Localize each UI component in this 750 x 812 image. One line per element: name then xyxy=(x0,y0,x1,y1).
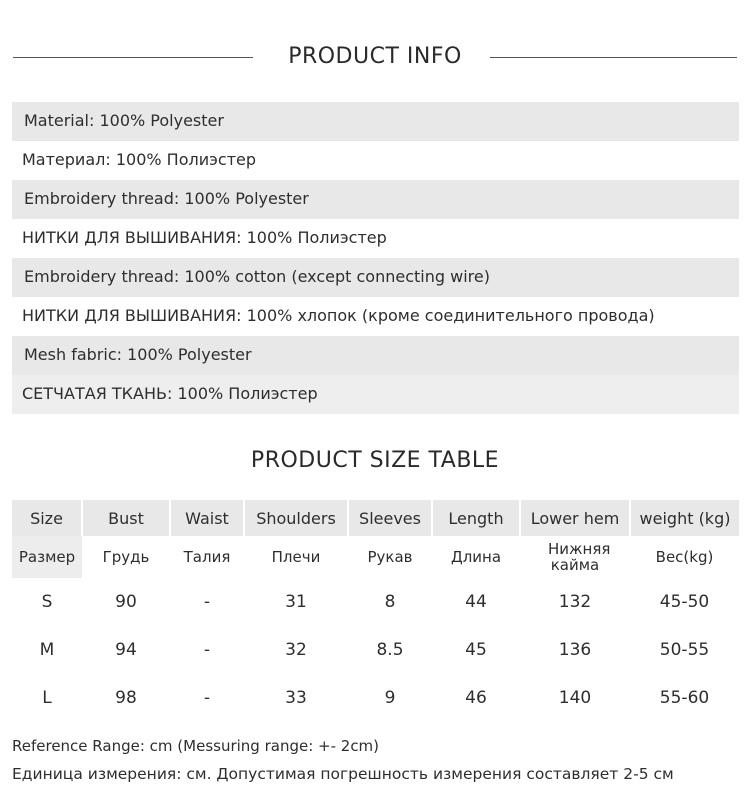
header-bust-ru: Грудь xyxy=(82,536,170,578)
table-row xyxy=(12,626,739,674)
header-shoulders: Shoulders xyxy=(244,500,348,536)
table-cell: 132 xyxy=(558,592,592,612)
info-row-mesh-fabric-ru: СЕТЧАТАЯ ТКАНЬ: 100% Полиэстер xyxy=(12,375,739,414)
table-cell: 94 xyxy=(115,640,137,660)
product-info-title: PRODUCT INFO xyxy=(288,44,462,69)
table-cell: 90 xyxy=(115,592,137,612)
size-table-header-ru xyxy=(12,536,739,578)
header-lower-hem: Lower hem xyxy=(520,500,630,536)
info-row-embroidery-thread-en: Embroidery thread: 100% Polyester xyxy=(12,180,739,219)
header-shoulders-ru: Плечи xyxy=(244,536,348,578)
header-size-ru: Размер xyxy=(12,536,82,578)
table-cell: 44 xyxy=(465,592,487,612)
header-length-ru: Длина xyxy=(432,536,520,578)
table-cell: S xyxy=(41,592,53,612)
table-cell: - xyxy=(203,688,211,708)
table-cell: M xyxy=(39,640,55,660)
table-cell: L xyxy=(42,688,52,708)
header-bust: Bust xyxy=(82,500,170,536)
info-row-embroidery-thread-ru: НИТКИ ДЛЯ ВЫШИВАНИЯ: 100% Полиэстер xyxy=(12,219,739,258)
header-weight-ru: Вес(kg) xyxy=(630,536,739,578)
measurement-unit-note-ru: Единица измерения: см. Допустимая погрешность измерения составляет 2-5 см xyxy=(12,765,674,783)
table-cell: 140 xyxy=(558,688,592,708)
table-cell: 33 xyxy=(285,688,307,708)
info-row-embroidery-cotton-ru: НИТКИ ДЛЯ ВЫШИВАНИЯ: 100% хлопок (кроме соединительного провода) xyxy=(12,297,739,336)
info-row-embroidery-cotton-en: Embroidery thread: 100% cotton (except connecting wire) xyxy=(12,258,739,297)
table-cell: 32 xyxy=(285,640,307,660)
title-rule-right xyxy=(490,57,737,58)
table-cell: 46 xyxy=(465,688,487,708)
header-length: Length xyxy=(432,500,520,536)
header-size: Size xyxy=(12,500,82,536)
info-row-material-en: Material: 100% Polyester xyxy=(12,102,739,141)
info-row-material-ru: Материал: 100% Полиэстер xyxy=(12,141,739,180)
header-sleeves-ru: Рукав xyxy=(348,536,432,578)
table-cell: - xyxy=(203,592,211,612)
header-waist-ru: Талия xyxy=(170,536,244,578)
table-cell: 45-50 xyxy=(659,592,710,612)
info-row-mesh-fabric-en: Mesh fabric: 100% Polyester xyxy=(12,336,739,375)
header-weight: weight (kg) xyxy=(630,500,739,536)
table-cell: 98 xyxy=(115,688,137,708)
table-cell: 8 xyxy=(384,592,396,612)
size-table-title: PRODUCT SIZE TABLE xyxy=(250,448,500,473)
product-info-list xyxy=(12,102,739,414)
size-table xyxy=(12,500,739,722)
table-cell: 50-55 xyxy=(659,640,710,660)
header-waist: Waist xyxy=(170,500,244,536)
table-cell: 31 xyxy=(285,592,307,612)
size-table-header-en xyxy=(12,500,739,536)
table-cell: 9 xyxy=(384,688,396,708)
table-cell: - xyxy=(203,640,211,660)
table-cell: 55-60 xyxy=(659,688,710,708)
header-lower-hem-ru: Нижняя кайма xyxy=(520,536,630,578)
reference-range-note: Reference Range: cm (Messuring range: +- 2cm) xyxy=(12,737,380,755)
table-cell: 45 xyxy=(465,640,487,660)
table-row xyxy=(12,674,739,722)
table-cell: 8.5 xyxy=(376,640,404,660)
table-cell: 136 xyxy=(558,640,592,660)
header-sleeves: Sleeves xyxy=(348,500,432,536)
table-row xyxy=(12,578,739,626)
